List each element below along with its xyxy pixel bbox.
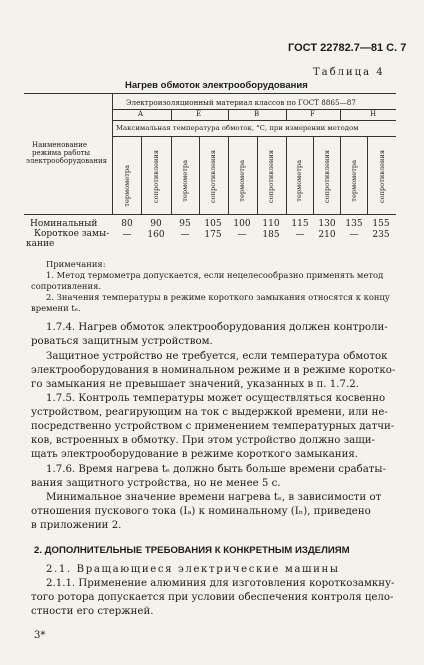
table-cell: 95 xyxy=(179,219,191,229)
table-cell: 210 xyxy=(318,230,336,240)
section-2-title: 2. ДОПОЛНИТЕЛЬНЫЕ ТРЕБОВАНИЯ К КОНКРЕТНЫМ ИЗДЕЛИЯМ xyxy=(34,545,350,556)
method-thermometer-b: термометра xyxy=(238,160,246,202)
table-cell: 110 xyxy=(262,219,280,229)
table-cell: 115 xyxy=(291,219,309,229)
para-2-line-2: электрооборудования в номинальном режиме и в режиме коротко- xyxy=(31,365,396,376)
table-cell: — xyxy=(349,230,359,240)
table-cell: 155 xyxy=(372,219,390,229)
table-cell: 160 xyxy=(147,230,165,240)
para-3-line-5: щать электрооборудование в режиме короткого замыкания. xyxy=(31,449,359,460)
page-mark: 3* xyxy=(34,630,46,641)
note-1-line-1: 1. Метод термометра допускается, если нецелесообразно применять метод xyxy=(46,270,384,280)
note-2-line-1: 2. Значения температуры в режиме короткого замыкания относятся к концу xyxy=(46,292,390,302)
table-cell: 185 xyxy=(262,230,280,240)
class-h: H xyxy=(370,110,377,118)
method-resistance-f: сопротивления xyxy=(323,150,331,204)
section-2-p-line-2: того ротора допускается при условии обеспечения контроля цело- xyxy=(31,592,394,603)
table-cell: 100 xyxy=(233,219,251,229)
para-1-line-2: роваться защитным устройством. xyxy=(31,336,213,347)
table-cell: 105 xyxy=(204,219,222,229)
row-header-line-2: режима работы xyxy=(32,149,91,157)
method-resistance-e: сопротивления xyxy=(209,150,217,204)
table-cell: 135 xyxy=(345,219,363,229)
para-3-line-1: 1.7.5. Контроль температуры может осуществляться косвенно xyxy=(46,393,386,404)
para-5-line-3: в приложении 2. xyxy=(31,520,122,531)
row-header-line-1: Наименование xyxy=(32,141,87,149)
para-3-line-3: посредственно устройством с применением температурных датчи- xyxy=(31,421,395,432)
table-cell: 80 xyxy=(121,219,133,229)
notes-title: Примечания: xyxy=(46,259,106,269)
row-name-nominal: Номинальный xyxy=(30,219,98,229)
para-1-line-1: 1.7.4. Нагрев обмоток электрооборудования должен контроли- xyxy=(46,322,388,333)
para-2-line-1: Защитное устройство не требуется, если температура обмоток xyxy=(46,351,388,362)
class-f: F xyxy=(310,110,315,118)
method-resistance-b: сопротивления xyxy=(267,150,275,204)
table-cell: 90 xyxy=(150,219,162,229)
table-cell: — xyxy=(180,230,190,240)
method-thermometer-h: термометра xyxy=(350,160,358,202)
method-thermometer-e: термометра xyxy=(181,160,189,202)
max-temp-header: Максимальная температура обмоток, °С, при измерении методом xyxy=(116,124,359,132)
table-cell: — xyxy=(295,230,305,240)
method-resistance-h: сопротивления xyxy=(378,150,386,204)
material-header: Электроизоляционный материал классов по ГОСТ 8865—87 xyxy=(126,98,356,107)
table-cell: — xyxy=(122,230,132,240)
gost-reference: ГОСТ 22782.7—81 С. 7 xyxy=(288,42,407,54)
method-thermometer-f: термометра xyxy=(295,160,303,202)
note-1-line-2: сопротивления. xyxy=(31,281,102,291)
para-4-line-2: вания защитного устройства, но не менее 5 с. xyxy=(31,478,281,489)
note-2-line-2: времени tₑ. xyxy=(31,303,81,313)
table-cell: 130 xyxy=(318,219,336,229)
class-b: B xyxy=(254,110,260,118)
method-thermometer-a: термометра xyxy=(123,165,131,207)
row-name-short-circuit-2: кание xyxy=(26,239,55,249)
method-resistance-a: сопротивления xyxy=(152,150,160,204)
para-2-line-3: го замыкания не превышает значений, указанных в п. 1.7.2. xyxy=(31,379,359,390)
para-4-line-1: 1.7.6. Время нагрева tₑ должно быть больше времени срабаты- xyxy=(46,464,386,475)
table-cell: — xyxy=(237,230,247,240)
para-5-line-2: отношения пускового тока (Iₐ) к номинальному (Iₙ), приведено xyxy=(31,506,371,517)
class-e: E xyxy=(196,110,202,118)
para-3-line-4: ков, встроенных в обмотку. При этом устройство должно защи- xyxy=(31,435,375,446)
table-cell: 235 xyxy=(372,230,390,240)
table-cell: 175 xyxy=(204,230,222,240)
para-5-line-1: Минимальное значение времени нагрева tₑ, в зависимости от xyxy=(46,492,382,503)
row-name-short-circuit-1: Короткое замы- xyxy=(34,229,110,239)
section-2-p-line-1: 2.1.1. Применение алюминия для изготовления короткозамкну- xyxy=(46,578,395,589)
section-2-p-line-3: стности его стержней. xyxy=(31,606,154,617)
table-label: Таблица 4 xyxy=(313,67,385,78)
table-title: Нагрев обмоток электрооборудования xyxy=(125,80,308,91)
para-3-line-2: устройством, реагирующим на ток с выдержкой времени, или не- xyxy=(31,407,388,418)
subsection-2-1: 2.1. Вращающиеся электрические машины xyxy=(46,564,340,575)
class-a: A xyxy=(138,110,144,118)
row-header-line-3: электрооборудования xyxy=(26,157,108,165)
